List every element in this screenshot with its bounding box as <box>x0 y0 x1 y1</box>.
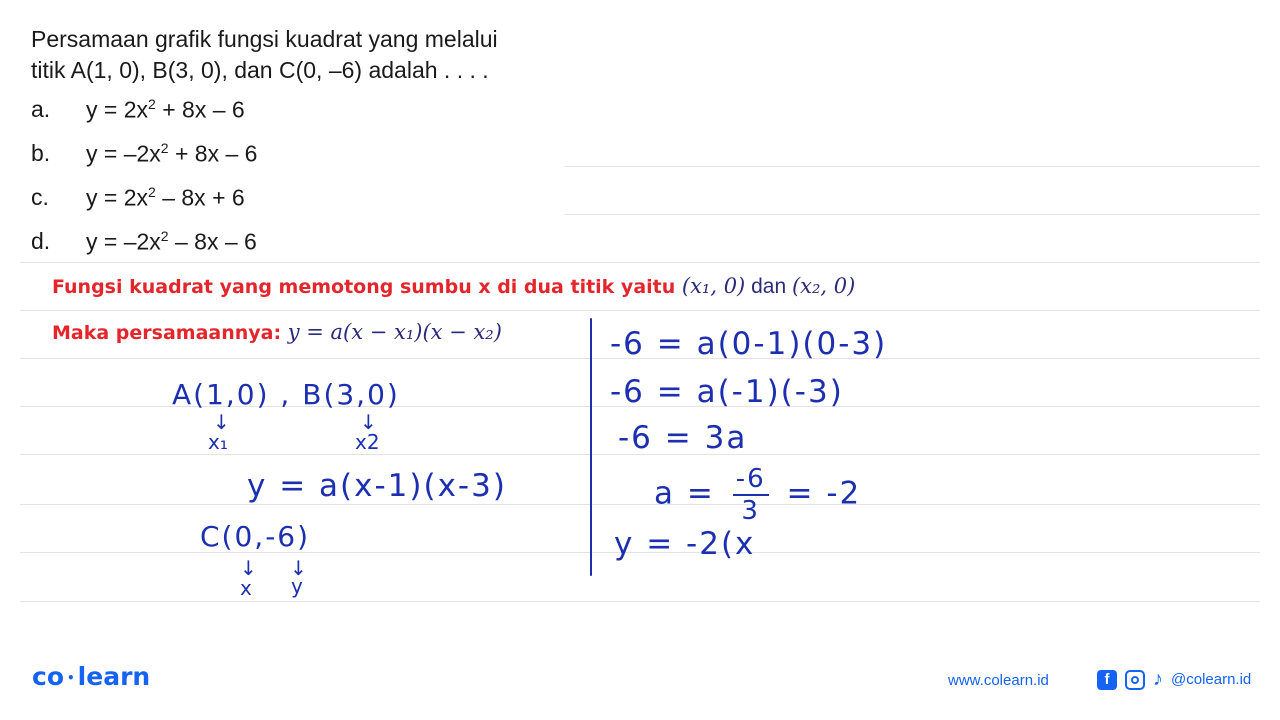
handwritten-point-c: C(0,-6) <box>200 520 311 553</box>
handwritten-step-3: -6 = 3a <box>618 420 748 456</box>
option-letter: b. <box>31 140 51 166</box>
ruled-line <box>565 166 1260 167</box>
handwritten-equation: y = a(x-1)(x-3) <box>247 468 507 504</box>
ruled-line <box>565 214 1260 215</box>
instagram-icon[interactable] <box>1125 670 1145 690</box>
handwritten-divider <box>590 318 592 576</box>
handwritten-step-4: a = $\frac{-6}{3}$ = -2 <box>654 464 862 526</box>
ruled-line <box>20 310 1260 311</box>
ruled-line <box>20 504 1260 505</box>
option-letter: a. <box>31 96 51 122</box>
option-letter: d. <box>31 228 51 254</box>
factored-formula: y = a(x − x₁)(x − x₂) <box>287 320 502 344</box>
handwritten-step-5: y = -2(x <box>614 526 756 562</box>
answer-options <box>31 96 257 272</box>
option-equation: $y = 2x^2 - 8x + 6$ <box>86 184 245 211</box>
option-b <box>31 140 257 184</box>
social-links <box>1097 668 1251 691</box>
tiktok-icon[interactable]: ♪ <box>1153 668 1163 690</box>
arrow-down-icon: ↓ <box>290 556 307 580</box>
ruled-line <box>20 601 1260 602</box>
arrow-down-icon: ↓ <box>213 410 230 434</box>
handwritten-step-1: -6 = a(0-1)(0-3) <box>610 326 888 362</box>
point-x1: (x₁, 0) <box>681 274 746 298</box>
question-line-1: Persamaan grafik fungsi kuadrat yang melalui <box>31 26 498 52</box>
option-equation: $y = -2x^2 - 8x - 6$ <box>86 228 257 255</box>
website-link[interactable]: www.colearn.id <box>948 672 1049 689</box>
option-a <box>31 96 257 140</box>
point-x2: (x₂, 0) <box>791 274 856 298</box>
explanation-line-2: Maka persamaannya: y = a(x − x₁)(x − x₂) <box>52 320 502 344</box>
handwritten-x1: x₁ <box>208 430 228 454</box>
option-c <box>31 184 257 228</box>
handwritten-y: y <box>291 574 303 598</box>
explanation-line-1: Fungsi kuadrat yang memotong sumbu x di dua titik yaitu (x₁, 0) dan (x₂, 0) <box>52 274 856 298</box>
arrow-down-icon: ↓ <box>360 410 377 434</box>
question-line-2: titik A(1, 0), B(3, 0), dan C(0, –6) adalah . . . . <box>31 57 489 83</box>
handwritten-x2: x2 <box>355 430 380 454</box>
colearn-logo: co • learn <box>32 662 151 691</box>
handwritten-x: x <box>240 576 252 600</box>
facebook-icon[interactable]: f <box>1097 670 1117 690</box>
arrow-down-icon: ↓ <box>240 556 257 580</box>
option-letter: c. <box>31 184 49 210</box>
option-equation: $y = 2x^2 + 8x - 6$ <box>86 96 245 123</box>
question-text <box>31 24 591 86</box>
option-equation: $y = -2x^2 + 8x - 6$ <box>86 140 258 167</box>
fraction: $\frac{-6}{3}$ <box>733 466 769 524</box>
social-handle: @colearn.id <box>1171 671 1252 688</box>
handwritten-step-2: -6 = a(-1)(-3) <box>610 374 844 410</box>
option-d <box>31 228 257 272</box>
handwritten-points: A(1,0) , B(3,0) <box>172 378 400 411</box>
